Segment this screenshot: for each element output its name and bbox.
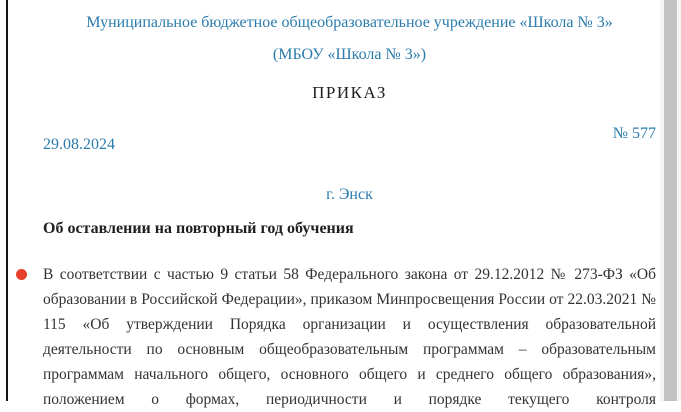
org-short-name: (МБОУ «Школа № 3») [272,46,427,63]
doc-number: № 577 [612,125,656,142]
org-name: Муниципальное бюджетное общеобразовательное учреждение «Школа № 3» [86,14,613,31]
doc-place: г. Энск [326,186,373,203]
doc-date: 29.08.2024 [43,136,115,153]
doc-meta-row [43,124,656,166]
red-bullet-icon [16,269,27,280]
panel-left-border [6,0,8,401]
scrollbar-thumb[interactable] [664,0,677,401]
document-body [43,0,656,412]
subject-heading: Об оставлении на повторный год обучения [43,220,354,237]
doc-type-title: ПРИКАЗ [312,83,387,102]
body-paragraph [43,262,656,412]
body-paragraph-text: В соответствии с частью 9 статьи 58 Федерального закона от 29.12.2012 № 273-ФЗ «Об образовании в Российской Федерации», приказом Минпросвещения России от 22.03.2021 № 115 «Об утверждении Порядка организации и осуществления образовательной деятельности по основным общеобразовательным программам – образовательным программам начального общего, основного общего и среднего общего образования», положением о формах, периодичности и порядке текущего контроля [43,266,656,408]
scrollbar-track[interactable] [660,0,681,401]
